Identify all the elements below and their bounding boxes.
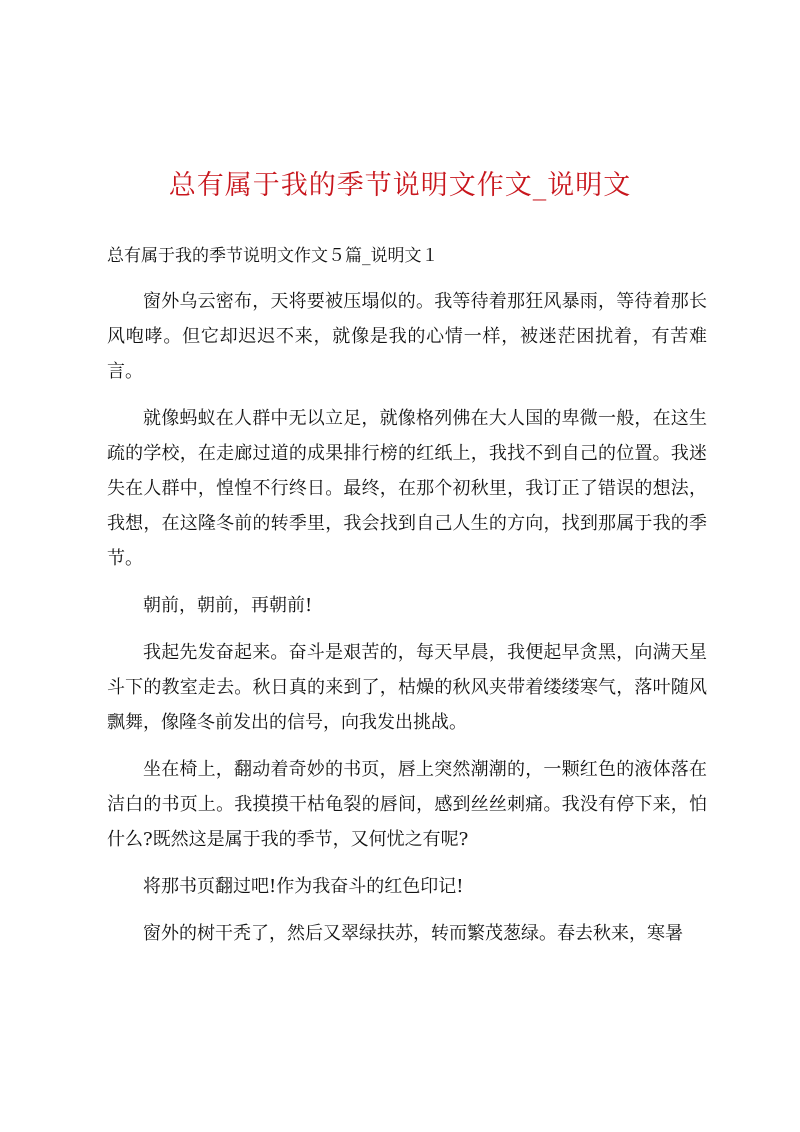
paragraph: 就像蚂蚁在人群中无以立足，就像格列佛在大人国的卑微一般，在这生疏的学校，在走廊过道的成果排行榜的红纸上，我找不到自己的位置。我迷失在人群中，惶惶不行终日。最终，在那个初秋里，我订正了错误的想法，我想，在这隆冬前的转季里，我会找到自己人生的方向，找到那属于我的季节。 [107, 408, 707, 569]
document-title: 总有属于我的季节说明文作文_说明文 [168, 170, 632, 201]
paragraph: 坐在椅上，翻动着奇妙的书页，唇上突然潮潮的，一颗红色的液体落在洁白的书页上。我摸摸干枯龟裂的唇间，感到丝丝刺痛。我没有停下来，怕什么?既然这是属于我的季节，又何忧之有呢? [107, 759, 707, 850]
paragraph: 朝前，朝前，再朝前! [143, 595, 313, 616]
paragraph: 将那书页翻过吧!作为我奋斗的红色印记! [143, 876, 464, 897]
document-body [107, 284, 707, 963]
document-subtitle: 总有属于我的季节说明文作文５篇_说明文１ [107, 246, 439, 266]
paragraph: 我起先发奋起来。奋斗是艰苦的，每天早晨，我便起早贪黑，向满天星斗下的教室走去。秋日真的来到了，枯燥的秋风夹带着缕缕寒气，落叶随风飘舞，像隆冬前发出的信号，向我发出挑战。 [107, 642, 707, 733]
paragraph: 窗外乌云密布，天将要被压塌似的。我等待着那狂风暴雨，等待着那长风咆哮。但它却迟迟不来，就像是我的心情一样，被迷茫困扰着，有苦难言。 [107, 291, 707, 382]
paragraph: 窗外的树干秃了，然后又翠绿扶苏，转而繁茂葱绿。春去秋来，寒暑 [143, 923, 683, 944]
